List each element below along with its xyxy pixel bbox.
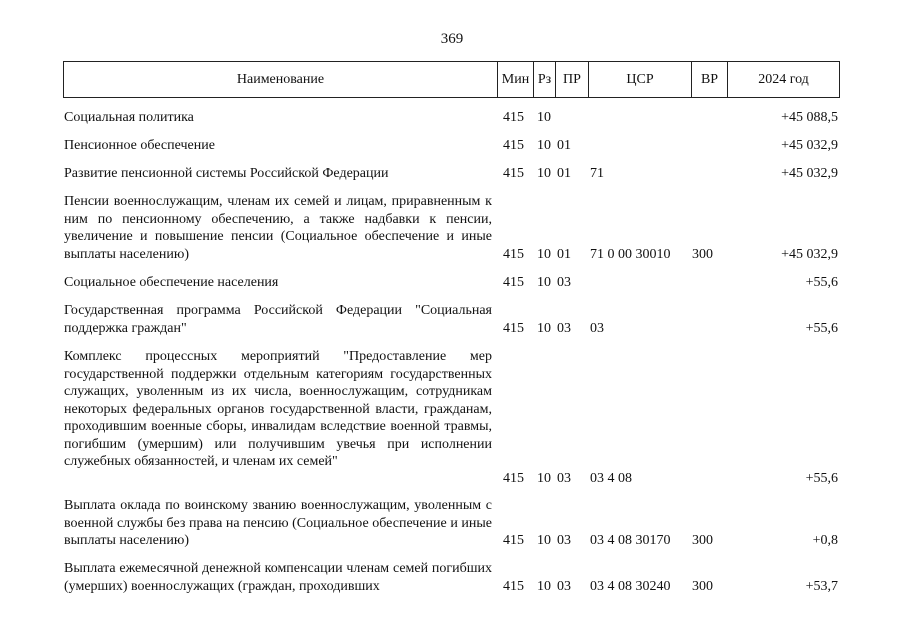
row-rz: 10 — [537, 533, 551, 548]
row-rz: 10 — [537, 320, 551, 336]
row-min: 415 — [503, 578, 524, 594]
row-amount: +55,6 — [805, 275, 838, 290]
row-pr: 01 — [557, 166, 571, 181]
row-pr: 03 — [557, 471, 571, 486]
row-rz: 10 — [537, 471, 551, 486]
row-amount: +45 088,5 — [781, 110, 838, 125]
row-amount: +45 032,9 — [781, 247, 838, 262]
header-name: Наименование — [236, 72, 325, 87]
row-min: 415 — [503, 166, 524, 181]
row-name: Комплекс процессных мероприятий "Предоставление мер государственной поддержки отдельным категориям государственных служащих, уволенным из их числа, военнослужащим, сотрудникам некоторых федеральных органов государственной власти, гражданам, проходившим военные сборы, инвалидам вследствие военной травмы, погибшим (умершим) или получившим увечья при исполнении служебных обязанностей, и членам их семей" — [64, 349, 492, 469]
row-rz: 10 — [537, 166, 551, 181]
row-rz: 10 — [537, 138, 551, 153]
row-amount: +0,8 — [812, 533, 838, 548]
table-header — [63, 61, 840, 98]
row-pr: 03 — [557, 320, 571, 336]
row-min: 415 — [503, 320, 524, 336]
row-name: Государственная программа Российской Федерации "Социальная поддержка граждан" — [64, 303, 492, 336]
header-year: 2024 год — [727, 62, 839, 97]
row-amount: +45 032,9 — [781, 166, 838, 181]
row-name: Выплата ежемесячной денежной компенсации членам семей погибших (умерших) военнослужащих (граждан, проходивших — [64, 561, 492, 594]
row-vr: 300 — [692, 533, 713, 548]
row-vr: 300 — [692, 247, 713, 262]
row-pr: 03 — [557, 275, 571, 290]
row-amount: +55,6 — [805, 320, 838, 336]
row-name: Пенсии военнослужащим, членам их семей и лицам, приравненным к ним по пенсионному обеспечению, а также надбавки к пенсии, увеличение и повышение пенсии (Социальное обеспечение и иные выплаты населению) — [64, 194, 492, 262]
row-name: Развитие пенсионной системы Российской Федерации — [64, 166, 389, 181]
row-csr: 03 4 08 30170 — [590, 533, 671, 548]
row-rz: 10 — [537, 110, 551, 125]
row-pr: 03 — [557, 578, 571, 594]
row-rz: 10 — [537, 247, 551, 262]
row-min: 415 — [503, 275, 524, 290]
header-rz: Рз — [533, 62, 555, 97]
row-csr: 03 4 08 — [590, 471, 632, 486]
row-csr: 71 0 00 30010 — [590, 247, 671, 262]
row-min: 415 — [503, 110, 524, 125]
row-csr: 71 — [590, 166, 604, 181]
row-min: 415 — [503, 471, 524, 486]
header-min: Мин — [497, 62, 533, 97]
row-amount: +55,6 — [805, 471, 838, 486]
row-min: 415 — [503, 247, 524, 262]
row-name: Социальная политика — [64, 110, 194, 125]
row-min: 415 — [503, 138, 524, 153]
row-vr: 300 — [692, 578, 713, 594]
row-name: Выплата оклада по воинскому званию военнослужащим, уволенным с военной службы без права на пенсию (Социальное обеспечение и иные выплаты населению) — [64, 498, 492, 548]
row-pr: 03 — [557, 533, 571, 548]
row-pr: 01 — [557, 138, 571, 153]
row-amount: +53,7 — [805, 578, 838, 594]
row-pr: 01 — [557, 247, 571, 262]
row-csr: 03 — [590, 320, 604, 336]
header-csr: ЦСР — [588, 62, 691, 97]
row-amount: +45 032,9 — [781, 138, 838, 153]
row-rz: 10 — [537, 275, 551, 290]
header-pr: ПР — [555, 62, 588, 97]
row-rz: 10 — [537, 578, 551, 594]
row-csr: 03 4 08 30240 — [590, 578, 671, 594]
row-name: Пенсионное обеспечение — [64, 138, 215, 153]
row-name: Социальное обеспечение населения — [64, 275, 279, 290]
page-number: 369 — [440, 31, 464, 47]
row-min: 415 — [503, 533, 524, 548]
header-vr: ВР — [691, 62, 727, 97]
